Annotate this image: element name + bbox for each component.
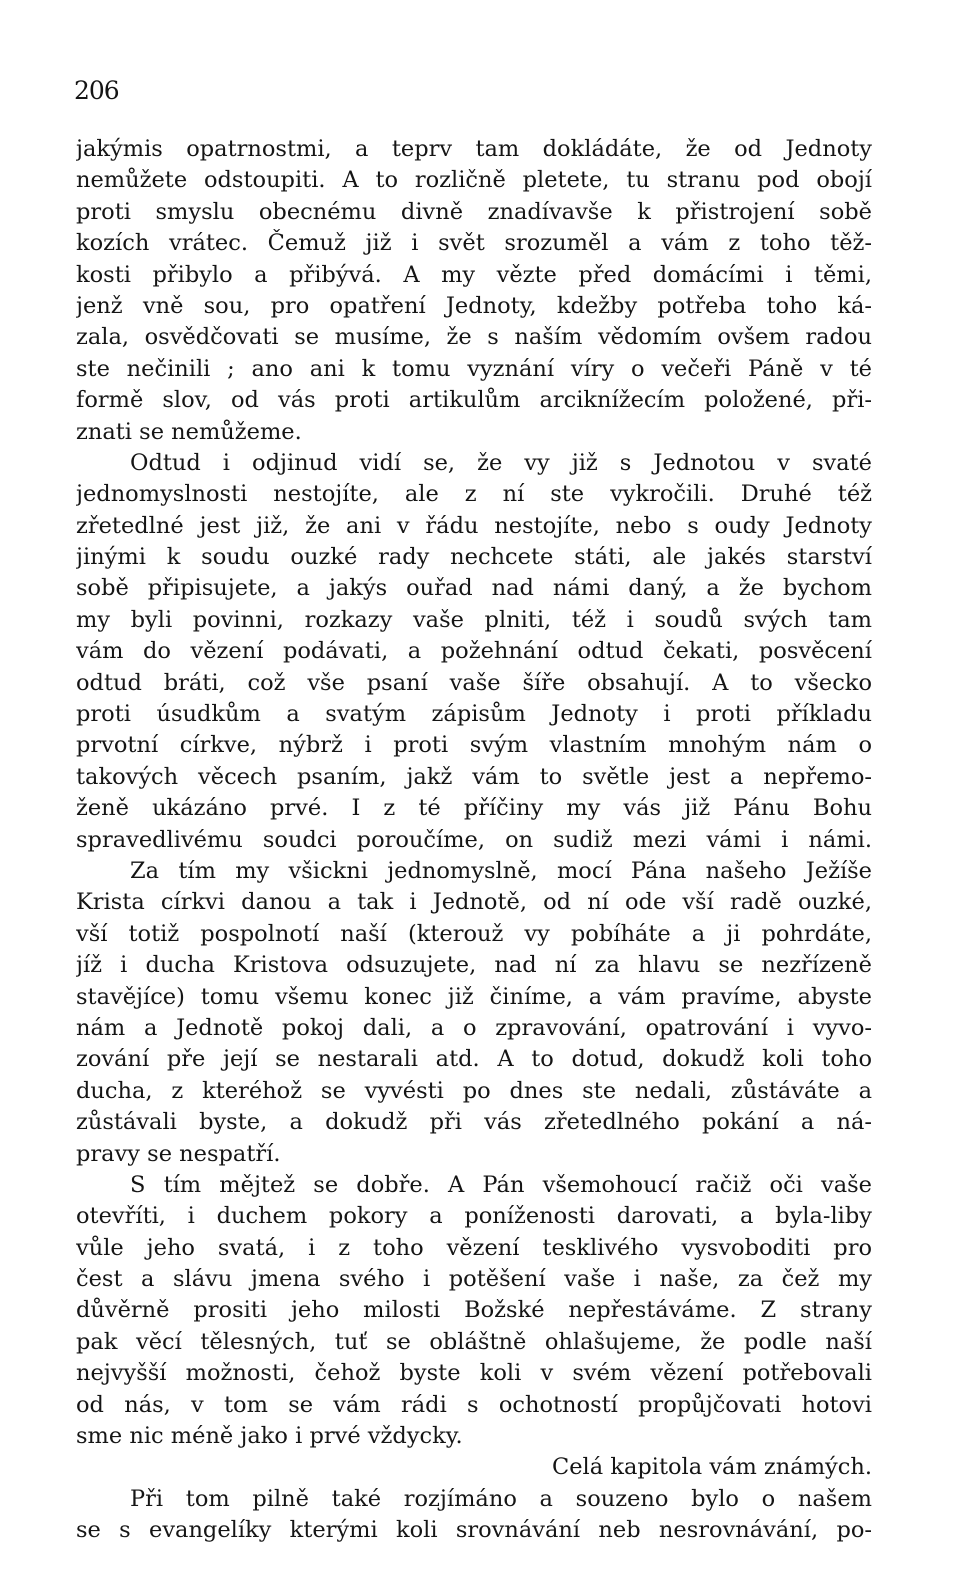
text-line: zřetedlné jest již, že ani v řádu nestojíte, nebo s oudy Jednoty xyxy=(76,512,872,539)
text-line: zala, osvědčovati se musíme, že s naším vědomím ovšem radou xyxy=(76,324,872,351)
text-line: vší totiž pospolnotí naší (kterouž vy pobíháte a ji pohrdáte, xyxy=(76,920,872,947)
text-line: zování pře její se nestarali atd. A to dotud, dokudž koli toho xyxy=(76,1046,872,1073)
text-line: formě slov, od vás proti artikulům arciknížecím položené, při- xyxy=(76,387,872,414)
text-line: jinými k soudu ouzké rady nechcete státi, ale jakés starství xyxy=(76,544,872,571)
text-line: otevříti, i duchem pokory a poníženosti darovati, a byla-liby xyxy=(76,1203,872,1230)
text-line: nejvyšší možnosti, čehož byste koli v svém vězení potřebovali xyxy=(76,1360,872,1387)
text-line: jakýmis opatrnostmi, a teprv tam dokládáte, že od Jednoty xyxy=(76,136,872,162)
text-line: Krista církvi danou a tak i Jednotě, od ní ode vší radě ouzké, xyxy=(76,889,872,916)
text-line: kozích vrátec. Čemuž již i svět srozuměl a vám z toho těž- xyxy=(76,230,872,257)
text-line: jednomyslnosti nestojíte, ale z ní ste vykročili. Druhé též xyxy=(76,481,872,508)
text-line: Při tom pilně také rozjímáno a souzeno bylo o našem xyxy=(130,1485,872,1512)
text-line: znati se nemůžeme. xyxy=(76,418,302,445)
text-line: nám a Jednotě pokoj dali, a o zpravování, opatrování i vyvo- xyxy=(76,1014,872,1041)
text-line: Odtud i odjinud vidí se, že vy již s Jednotou v svaté xyxy=(130,449,872,476)
text-line: pravy se nespatří. xyxy=(76,1140,281,1167)
text-line: prvotní církve, nýbrž i proti svým vlastním mnohým nám o xyxy=(76,732,872,759)
text-line: sme nic méně jako i prvé vždycky. xyxy=(76,1423,463,1450)
text-line: takových věcech psaním, jakž vám to světle jest a nepřemo- xyxy=(76,763,872,790)
text-line: spravedlivému soudci poroučíme, on sudiž mezi vámi i námi. xyxy=(76,826,872,853)
text-line: kosti přibylo a přibývá. A my vězte před domácími i těmi, xyxy=(76,261,872,288)
text-line: důvěrně prositi jeho milosti Božské nepřestáváme. Z strany xyxy=(76,1297,872,1324)
text-line: vám do vězení podávati, a požehnání odtud čekati, posvěcení xyxy=(76,638,872,665)
text-line: vůle jeho svatá, i z toho vězení tesklivého vysvoboditi pro xyxy=(76,1234,872,1261)
text-line: ženě ukázáno prvé. I z té příčiny my vás již Pánu Bohu xyxy=(76,795,872,822)
text-line: se s evangelíky kterými koli srovnávání neb nesrovnávání, po- xyxy=(76,1517,872,1544)
text-line: my byli povinni, rozkazy vaše plniti, též i soudů svých tam xyxy=(76,606,872,633)
text-line: odtud bráti, což vše psaní vaše šíře obsahují. A to všecko xyxy=(76,669,872,696)
text-line: nemůžete odstoupiti. A to rozličně pletete, tu stranu pod obojí xyxy=(76,167,872,194)
text-line: S tím mějtež se dobře. A Pán všemohoucí račiž oči vaše xyxy=(130,1171,872,1198)
text-line: pak věcí tělesných, tuť se obláštně ohlašujeme, že podle naší xyxy=(76,1328,872,1355)
page-number: 206 xyxy=(74,76,119,105)
text-line: proti úsudkům a svatým zápisům Jednoty i proti příkladu xyxy=(76,701,872,728)
text-line: ducha, z kteréhož se vyvésti po dnes ste nedali, zůstáváte a xyxy=(76,1077,872,1104)
text-line: jíž i ducha Kristova odsuzujete, nad ní za hlavu se nezřízeně xyxy=(76,952,872,979)
text-line: zůstávali byste, a dokudž při vás zřetedlného pokání a ná- xyxy=(76,1109,872,1136)
text-line: ste nečinili ; ano ani k tomu vyznání víry o večeři Páně v té xyxy=(76,355,872,382)
text-line: od nás, v tom se vám rádi s ochotností propůjčovati hotovi xyxy=(76,1391,872,1418)
text-line: sobě připisujete, a jakýs ouřad nad námi daný, a že bychom xyxy=(76,575,872,602)
text-line: Za tím my všickni jednomyslně, mocí Pána našeho Ježíše xyxy=(130,857,872,884)
text-line: Celá kapitola vám známých. xyxy=(552,1454,872,1481)
text-line: stavějíce) tomu všemu konec již činíme, a vám pravíme, abyste xyxy=(76,983,872,1010)
text-line: čest a slávu jmena svého i potěšení vaše i naše, za čež my xyxy=(76,1266,872,1293)
text-line: proti smyslu obecnému divně znadívavše k přistrojení sobě xyxy=(76,198,872,225)
text-line: jenž vně sou, pro opatření Jednoty, kdežby potřeba toho ká- xyxy=(76,292,872,319)
body-text xyxy=(76,134,872,1547)
